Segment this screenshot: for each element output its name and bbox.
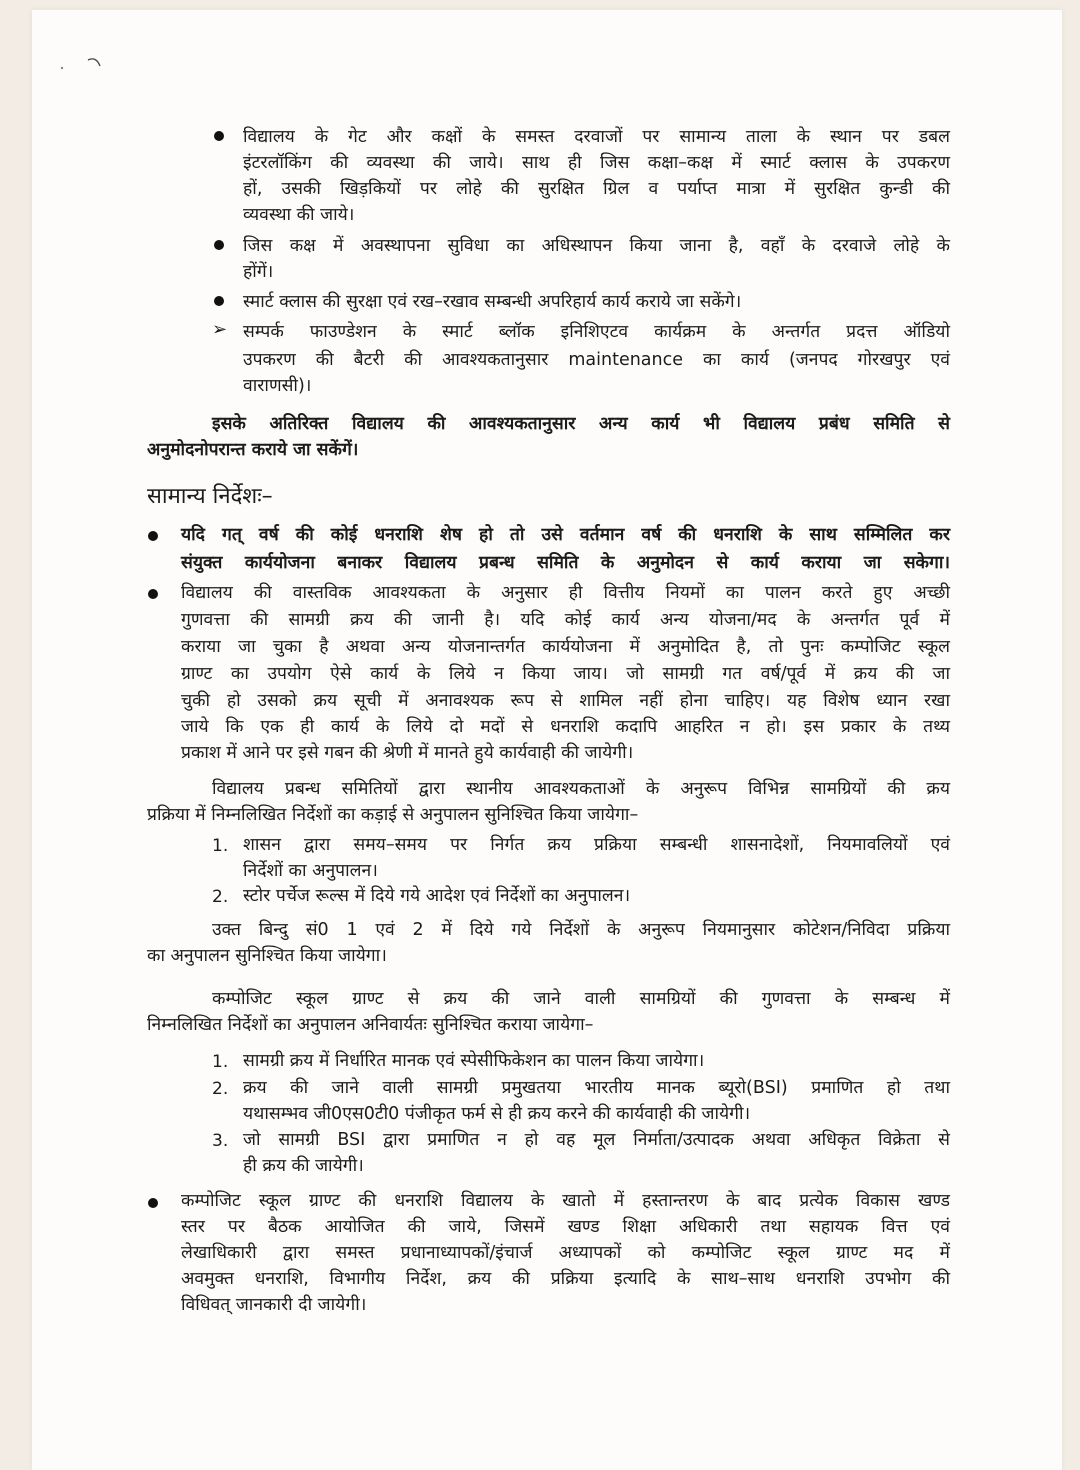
text-line: प्रकाश में आने पर इसे गबन की श्रेणी में मानते हुये कार्यवाही की जायेगी। <box>181 743 634 763</box>
bullet-dot <box>148 1198 158 1208</box>
text-line: गुणवत्ता की सामग्री क्रय की जानी है। यदि कोई कार्य अन्य योजना/मद के अन्तर्गत पूर्व में <box>181 610 950 630</box>
list-number: 2. <box>212 1079 229 1099</box>
text-line: जिस कक्ष में अवस्थापना सुविधा का अधिस्थापन किया जाना है, वहाँ के दरवाजे लोहे के <box>243 236 950 256</box>
list-number: 3. <box>212 1131 229 1151</box>
section-heading: सामान्य निर्देशः– <box>147 484 273 509</box>
text-line: उपकरण की बैटरी की आवश्यकतानुसार maintenance का कार्य (जनपद गोरखपुर एवं <box>243 350 950 370</box>
text-line: यथासम्भव जी0एस0टी0 पंजीकृत फर्म से ही क्रय करने की कार्यवाही की जायेगी। <box>243 1104 751 1124</box>
text-line: कम्पोजिट स्कूल ग्राण्ट की धनराशि विद्यालय के खातो में हस्तान्तरण के बाद प्रत्येक विकास खण्ड <box>181 1191 950 1211</box>
text-line: अनुमोदनोपरान्त कराये जा सकेंगें। <box>147 440 359 460</box>
pen-mark <box>58 52 104 74</box>
text-line: लेखाधिकारी द्वारा समस्त प्रधानाध्यापकों/इंचार्ज अध्यापकों को कम्पोजिट स्कूल ग्राण्ट मद में <box>181 1243 950 1263</box>
text-line: विद्यालय प्रबन्ध समितियों द्वारा स्थानीय आवश्यकताओं के अनुरूप विभिन्न सामग्रियों की क्रय <box>212 779 950 799</box>
text-line: इसके अतिरिक्त विद्यालय की आवश्यकतानुसार अन्य कार्य भी विद्यालय प्रबंध समिति से <box>212 414 950 434</box>
text-line: शासन द्वारा समय–समय पर निर्गत क्रय प्रक्रिया सम्बन्धी शासनादेशों, नियमावलियों एवं <box>243 835 950 855</box>
text-line: अवमुक्त धनराशि, विभागीय निर्देश, क्रय की प्रक्रिया इत्यादि के साथ–साथ धनराशि उपभोग की <box>181 1269 950 1289</box>
text-line: कराया जा चुका है अथवा अन्य योजनान्तर्गत कार्ययोजना में अनुमोदित है, तो पुनः कम्पोजिट स्कूल <box>181 637 950 657</box>
text-line: ही क्रय की जायेगी। <box>243 1156 364 1176</box>
text-line: वाराणसी)। <box>243 376 312 396</box>
list-number: 2. <box>212 887 229 907</box>
text-line: व्यवस्था की जाये। <box>243 205 355 225</box>
text-line: सामग्री क्रय में निर्धारित मानक एवं स्पेसीफिकेशन का पालन किया जायेगा। <box>243 1051 705 1071</box>
text-line: इंटरलॉकिंग की व्यवस्था की जाये। साथ ही जिस कक्षा–कक्ष में स्मार्ट क्लास के उपकरण <box>243 153 950 173</box>
list-number: 1. <box>212 1052 229 1072</box>
text-line: स्मार्ट क्लास की सुरक्षा एवं रख–रखाव सम्बन्धी अपरिहार्य कार्य कराये जा सकेंगे। <box>243 292 742 312</box>
bullet-dot <box>148 531 158 541</box>
text-line: सम्पर्क फाउण्डेशन के स्मार्ट ब्लॉक इनिशिएटव कार्यक्रम के अन्तर्गत प्रदत्त ऑडियो <box>243 322 950 342</box>
text-line: विद्यालय के गेट और कक्षों के समस्त दरवाजों पर सामान्य ताला के स्थान पर डबल <box>243 127 950 147</box>
text-line: स्तर पर बैठक आयोजित की जाये, जिसमें खण्ड शिक्षा अधिकारी तथा सहायक वित्त एवं <box>181 1217 950 1237</box>
text-line: निम्नलिखित निर्देशों का अनुपालन अनिवार्यतः सुनिश्चित कराया जायेगा– <box>147 1015 594 1035</box>
text-line: होंगें। <box>243 262 274 282</box>
arrow-bullet-icon: ➢ <box>212 319 228 340</box>
text-line: क्रय की जाने वाली सामग्री प्रमुखतया भारतीय मानक ब्यूरो(BSI) प्रमाणित हो तथा <box>243 1078 950 1098</box>
text-line: प्रक्रिया में निम्नलिखित निर्देशों का कड़ाई से अनुपालन सुनिश्चित किया जायेगा– <box>147 805 639 825</box>
text-line: विद्यालय की वास्तविक आवश्यकता के अनुसार ही वित्तीय नियमों का पालन करते हुए अच्छी <box>181 583 950 603</box>
text-line: का अनुपालन सुनिश्चित किया जायेगा। <box>147 946 387 966</box>
bullet-dot <box>214 296 224 306</box>
text-line: ग्राण्ट का उपयोग ऐसे कार्य के लिये न किया जाय। जो सामग्री गत वर्ष/पूर्व में क्रय की जा <box>181 664 950 684</box>
text-line: कम्पोजिट स्कूल ग्राण्ट से क्रय की जाने वाली सामग्रियों की गुणवत्ता के सम्बन्ध में <box>212 989 950 1009</box>
text-line: चुकी हो उसको क्रय सूची में अनावश्यक रूप से शामिल नहीं होना चाहिए। यह विशेष ध्यान रखा <box>181 691 950 711</box>
bullet-dot <box>214 240 224 250</box>
text-line: संयुक्त कार्ययोजना बनाकर विद्यालय प्रबन्ध समिति के अनुमोदन से कार्य कराया जा सकेगा। <box>181 553 950 573</box>
bullet-dot <box>148 589 158 599</box>
list-number: 1. <box>212 836 229 856</box>
text-line: हों, उसकी खिड़कियों पर लोहे की सुरक्षित ग्रिल व पर्याप्त मात्रा में सुरक्षित कुन्डी की <box>243 179 950 199</box>
text-line: विधिवत् जानकारी दी जायेगी। <box>181 1295 367 1315</box>
text-line: जाये कि एक ही कार्य के लिये दो मदों से धनराशि कदापि आहरित न हो। इस प्रकार के तथ्य <box>181 717 950 737</box>
text-line: उक्त बिन्दु सं0 1 एवं 2 में दिये गये निर्देशों के अनुरूप नियमानुसार कोटेशन/निविदा प्रक्रिया <box>212 920 950 940</box>
bullet-dot <box>214 131 224 141</box>
text-line: स्टोर पर्चेज रूल्स में दिये गये आदेश एवं निर्देशों का अनुपालन। <box>243 886 631 906</box>
text-line: यदि गत् वर्ष की कोई धनराशि शेष हो तो उसे वर्तमान वर्ष की धनराशि के साथ सम्मिलित कर <box>181 525 950 545</box>
text-line: निर्देशों का अनुपालन। <box>243 861 378 881</box>
text-line: जो सामग्री BSI द्वारा प्रमाणित न हो वह मूल निर्माता/उत्पादक अथवा अधिकृत विक्रेता से <box>243 1130 950 1150</box>
